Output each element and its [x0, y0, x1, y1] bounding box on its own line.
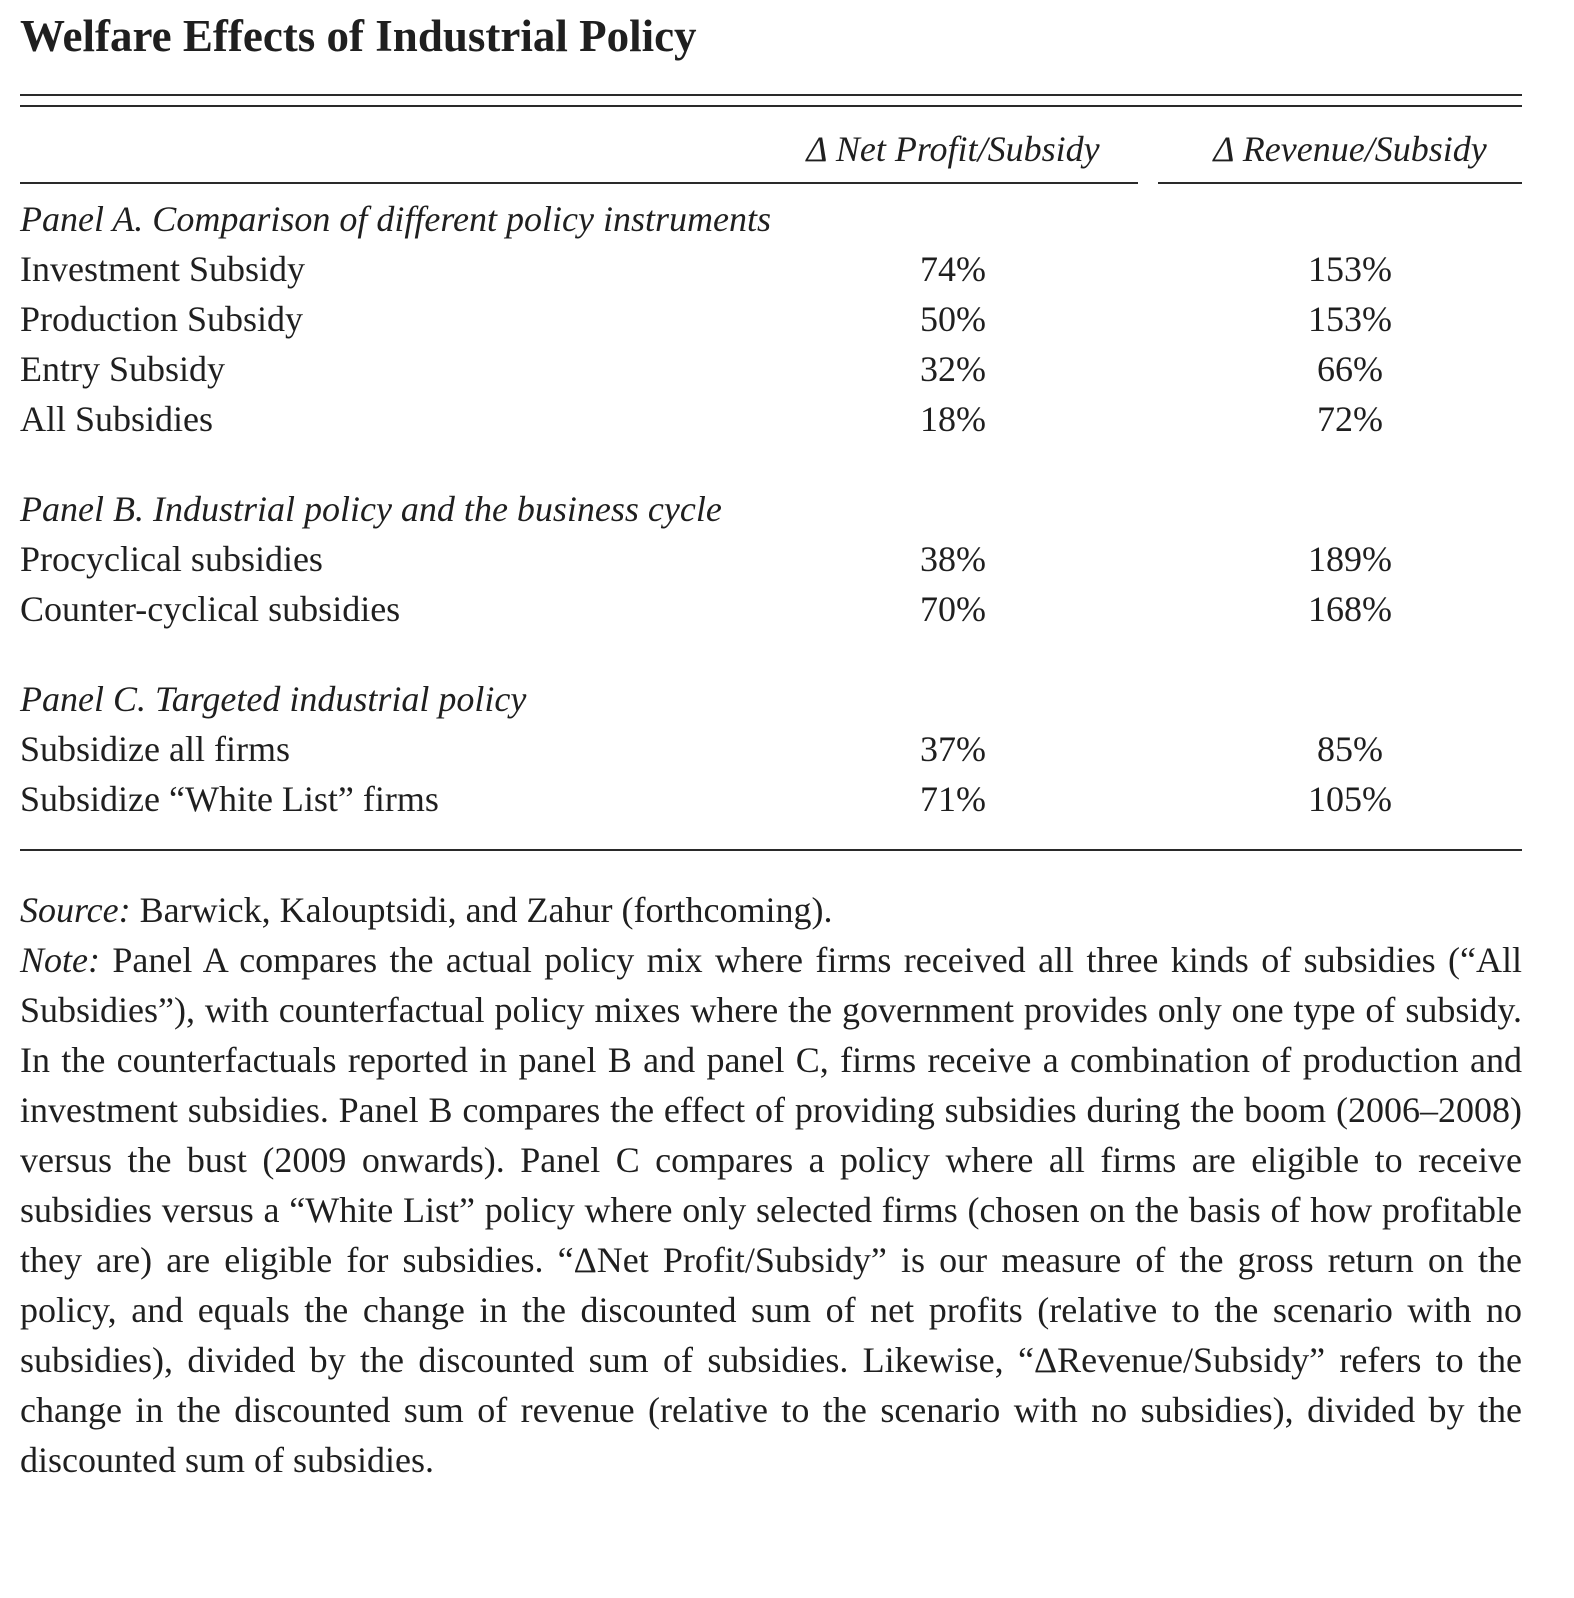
table-title: Welfare Effects of Industrial Policy: [20, 11, 697, 61]
source-text: Barwick, Kalouptsidi, and Zahur (forthcoming).: [130, 890, 833, 930]
revenue-value: 66%: [1317, 349, 1383, 389]
table-notes: [20, 885, 1522, 1485]
column-header-revenue: Δ Revenue/Subsidy: [1213, 129, 1487, 169]
revenue-value: 153%: [1308, 249, 1392, 289]
panel-b-title: Panel B. Industrial policy and the business cycle: [20, 489, 722, 529]
header-rule-left: [20, 182, 1138, 184]
row-label: Procyclical subsidies: [20, 539, 323, 579]
net-profit-value: 37%: [920, 729, 986, 769]
revenue-value: 153%: [1308, 299, 1392, 339]
table-row: [20, 394, 1522, 444]
row-label: All Subsidies: [20, 399, 214, 439]
net-profit-value: 32%: [920, 349, 986, 389]
top-rule-inner: [20, 105, 1522, 107]
source-line: [20, 885, 1522, 935]
net-profit-value: 70%: [920, 589, 986, 629]
net-profit-value: 18%: [920, 399, 986, 439]
net-profit-value: 50%: [920, 299, 986, 339]
revenue-value: 168%: [1308, 589, 1392, 629]
note-text: Panel A compares the actual policy mix where firms received all three kinds of subsidies (“All Subsidies”), with counterfactual policy mixes where the government provides only one type of subsidy. In the counterfactuals reported in panel B and panel C, firms receive a combination of production and investment subsidies. Panel B compares the effect of providing subsidies during the boom (2006–2008) versus the bust (2009 onwards). Panel C compares a policy where all firms are eligible to receive subsidies versus a “White List” policy where only selected firms (chosen on the basis of how profitable they are) are eligible for subsidies. “ΔNet Profit/Subsidy” is our measure of the gross return on the policy, and equals the change in the discounted sum of net profits (relative to the scenario with no subsidies), divided by the discounted sum of subsidies. Likewise, “ΔRevenue/Subsidy” refers to the change in the discounted sum of revenue (relative to the scenario with no subsidies), divided by the discounted sum of subsidies.: [20, 940, 1522, 1480]
row-label: Subsidize all firms: [20, 729, 290, 769]
row-label: Subsidize “White List” firms: [20, 779, 439, 819]
bottom-rule: [20, 849, 1522, 851]
net-profit-value: 38%: [920, 539, 986, 579]
table-row: [20, 344, 1522, 394]
column-header-net-profit: Δ Net Profit/Subsidy: [806, 129, 1100, 169]
table-row: [20, 774, 1522, 824]
table-row: [20, 534, 1522, 584]
note-label: Note:: [20, 940, 100, 980]
revenue-value: 72%: [1317, 399, 1383, 439]
source-label: Source:: [20, 890, 131, 930]
revenue-value: 105%: [1308, 779, 1392, 819]
row-label: Production Subsidy: [20, 299, 304, 339]
revenue-value: 189%: [1308, 539, 1392, 579]
row-label: Entry Subsidy: [20, 349, 226, 389]
panel-a-title: Panel A. Comparison of different policy instruments: [20, 199, 771, 239]
row-label: Investment Subsidy: [20, 249, 305, 289]
header-rule-right: [1158, 182, 1522, 184]
note-paragraph: [20, 935, 1522, 1485]
net-profit-value: 71%: [920, 779, 986, 819]
table-row: [20, 724, 1522, 774]
revenue-value: 85%: [1317, 729, 1383, 769]
table-row: [20, 294, 1522, 344]
table-row: [20, 584, 1522, 634]
top-rule-outer: [20, 94, 1522, 96]
panel-c-title: Panel C. Targeted industrial policy: [20, 679, 527, 719]
net-profit-value: 74%: [920, 249, 986, 289]
row-label: Counter-cyclical subsidies: [20, 589, 401, 629]
table-row: [20, 244, 1522, 294]
